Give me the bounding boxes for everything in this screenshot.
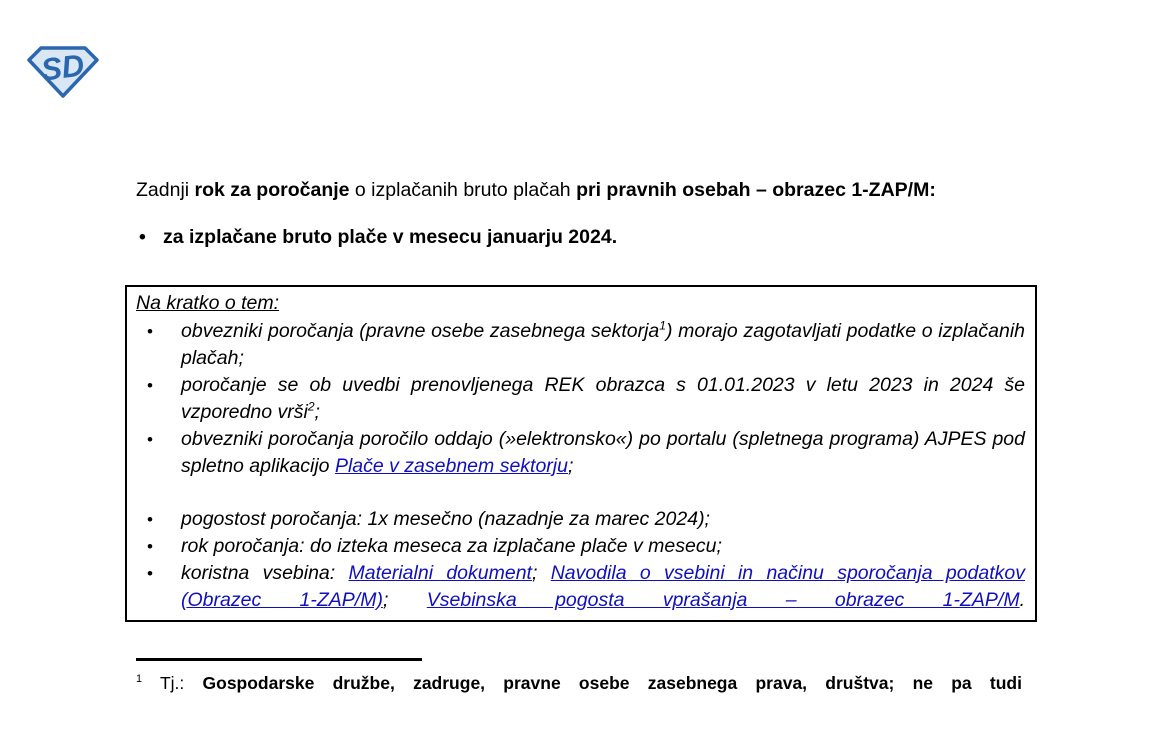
hyperlink[interactable]: Vsebinska pogosta vprašanja – obrazec 1-ZAP/M — [426, 589, 1020, 611]
text-run: rok za poročanje — [194, 179, 350, 201]
box-bullet-deadline — [136, 533, 1025, 560]
hyperlink[interactable]: Navodila o vsebini in načinu sporočanja podatkov (Obrazec 1-ZAP/M) — [181, 562, 1026, 611]
superscript-footnote-ref: 2 — [307, 399, 315, 414]
footnote-1 — [136, 670, 1022, 696]
hyperlink[interactable]: Materialni dokument — [348, 562, 532, 584]
bullet-marker: • — [139, 226, 146, 248]
bullet-text — [181, 533, 1025, 560]
bullet-marker: • — [147, 564, 153, 583]
text-run: ; — [531, 562, 551, 584]
deadline-bullet-text — [163, 216, 617, 258]
bullet-text — [181, 318, 1025, 372]
sd-shield-icon — [27, 45, 99, 99]
bullet-text — [181, 426, 1025, 480]
bullet-marker: • — [147, 537, 153, 556]
text-run: ) morajo zagotavljati podatke o izplačanih plačah; — [181, 320, 1026, 369]
text-run: ; — [382, 589, 427, 611]
box-bullet-rek-parallel — [136, 372, 1025, 426]
text-run: Zadnji — [136, 179, 195, 201]
text-run: . — [1019, 589, 1025, 611]
summary-box — [125, 285, 1037, 622]
bullet-text — [181, 372, 1025, 426]
text-run: pogostost poročanja: 1x mesečno (nazadnje za marec 2024); — [181, 508, 710, 530]
box-bullet-useful-links — [136, 560, 1025, 614]
bullet-marker: • — [147, 510, 153, 529]
text-run: Tj.: — [142, 673, 203, 693]
text-run: ; — [567, 455, 574, 477]
bullet-marker: • — [147, 322, 153, 341]
text-run: rok poročanja: do izteka meseca za izplačane plače v mesecu; — [181, 535, 722, 557]
hyperlink[interactable]: Plače v zasebnem sektorju — [334, 455, 568, 477]
text-run: za izplačane bruto plače v mesecu januarju 2024. — [163, 226, 618, 248]
summary-box-title: Na kratko o tem: — [136, 292, 280, 314]
text-run: obvezniki poročanja (pravne osebe zasebnega sektorja — [181, 320, 660, 342]
box-bullet-obligors — [136, 318, 1025, 372]
text-run: obvezniki poročanja poročilo oddajo (»elektronsko«) po portalu (spletnega programa) AJPES pod spletno aplikacijo — [181, 428, 1025, 477]
footnote-separator — [136, 658, 422, 661]
box-bullet-ajpes-portal — [136, 426, 1025, 480]
bullet-marker: • — [147, 430, 153, 449]
logo-letters: SD — [39, 47, 87, 88]
text-run: koristna vsebina: — [181, 562, 349, 584]
text-run: pri pravnih osebah – obrazec 1-ZAP/M: — [576, 179, 936, 201]
superscript-footnote-ref: 1 — [136, 673, 143, 686]
document-content — [125, 168, 1037, 696]
intro-paragraph — [136, 168, 1022, 212]
superscript-footnote-ref: 1 — [659, 318, 666, 333]
bullet-text — [181, 506, 1025, 533]
text-run: poročanje se ob uvedbi prenovljenega REK obrazca s 01.01.2023 v letu 2023 in 2024 še vzporedno vrši — [181, 374, 1025, 423]
bullet-text — [181, 560, 1025, 614]
box-bullet-frequency — [136, 506, 1025, 533]
text-run: Gospodarske družbe, zadruge, pravne osebe zasebnega prava, društva; ne pa tudi — [202, 673, 1022, 693]
text-run: o izplačanih bruto plačah — [349, 179, 577, 201]
company-logo — [27, 45, 99, 99]
deadline-bullet-item — [139, 216, 1023, 258]
text-run: ; — [314, 401, 320, 423]
bullet-marker: • — [147, 376, 153, 395]
